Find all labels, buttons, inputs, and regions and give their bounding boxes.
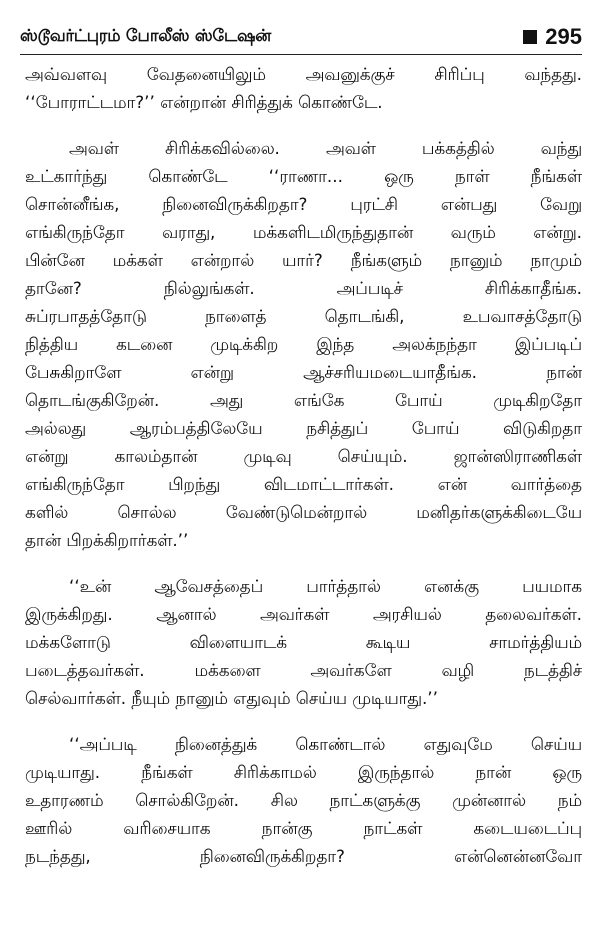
paragraph [25,572,582,712]
text-line: சொன்னீங்க, நினைவிருக்கிறதா? புரட்சி என்பது வேறு [25,194,582,214]
page-number: 295 [545,24,582,49]
text-line: அல்லது ஆரம்பத்திலேயே நசித்துப் போய் விடுகிறதா [25,418,582,438]
text-line: அவள் சிரிக்கவில்லை. அவள் பக்கத்தில் வந்து [69,138,582,158]
text-line: எங்கிருந்தோ வராது, மக்களிடமிருந்துதான் வரும் என்று. [25,222,582,242]
text-line: பின்னே மக்கள் என்றால் யார்? நீங்களும் நானும் நாமும் [25,250,582,270]
text-line: ‘‘உன் ஆவேசத்தைப் பார்த்தால் எனக்கு பயமாக [69,576,582,596]
text-line: படைத்தவர்கள். மக்களை அவர்களே வழி நடத்திச் [25,660,582,680]
text-line: பேசுகிறாளே என்று ஆச்சரியமடையாதீங்க. நான் [25,362,582,382]
text-line: உட்கார்ந்து கொண்டே ‘‘ராணா... ஒரு நாள் நீங்கள் [25,166,582,186]
text-line: ‘‘அப்படி நினைத்துக் கொண்டால் எதுவுமே செய்ய [69,734,582,754]
text-line: என்று காலம்தான் முடிவு செய்யும். ஜான்ஸிராணிகள் [25,446,582,466]
text-line: களில் சொல்ல வேண்டுமென்றால் மனிதர்களுக்கிடையே [25,502,582,522]
text-line: எங்கிருந்தோ பிறந்து விடமாட்டார்கள். என் வார்த்தை [25,474,582,494]
text-line: தானே? நில்லுங்கள். அப்படிச் சிரிக்காதீங்க. [25,278,582,298]
running-title: ஸ்டூவர்ட்புரம் போலீஸ் ஸ்டேஷன் [20,26,272,45]
text-line: ‘‘போராட்டமா?’’ என்றான் சிரித்துக் கொண்டே. [25,92,383,112]
text-line: ஊரில் வரிசையாக நான்கு நாட்கள் கடையடைப்பு [25,818,582,838]
text-line: உதாரணம் சொல்கிறேன். சில நாட்களுக்கு முன்னால் நம் [25,790,582,810]
square-bullet-icon [523,30,537,44]
text-line: முடியாது. நீங்கள் சிரிக்காமல் இருந்தால் நான் ஒரு [25,762,582,782]
text-line: நடந்தது, நினைவிருக்கிறதா? என்னென்னவோ [25,846,582,866]
text-line: இருக்கிறது. ஆனால் அவர்கள் அரசியல் தலைவர்கள். [25,604,582,624]
paragraph [25,134,582,554]
page-header [20,20,582,54]
text-line: மக்களோடு விளையாடக் கூடிய சாமர்த்தியம் [25,632,582,652]
header-rule [20,54,582,55]
page-number-block [523,24,582,50]
text-line: தான் பிறக்கிறார்கள்.’’ [25,530,189,550]
paragraph [25,60,582,116]
text-line: அவ்வளவு வேதனையிலும் அவனுக்குச் சிரிப்பு வந்தது. [25,64,582,84]
paragraph [25,730,582,870]
text-line: தொடங்குகிறேன். அது எங்கே போய் முடிகிறதோ [25,390,582,410]
text-line: சுப்ரபாதத்தோடு நாளைத் தொடங்கி, உபவாசத்தோடு [25,306,582,326]
body-text [25,60,582,870]
text-line: செல்வார்கள். நீயும் நானும் எதுவும் செய்ய முடியாது.’’ [25,688,438,708]
text-line: நித்திய கடனை முடிக்கிற இந்த அலக்நந்தா இப்படிப் [25,334,582,354]
